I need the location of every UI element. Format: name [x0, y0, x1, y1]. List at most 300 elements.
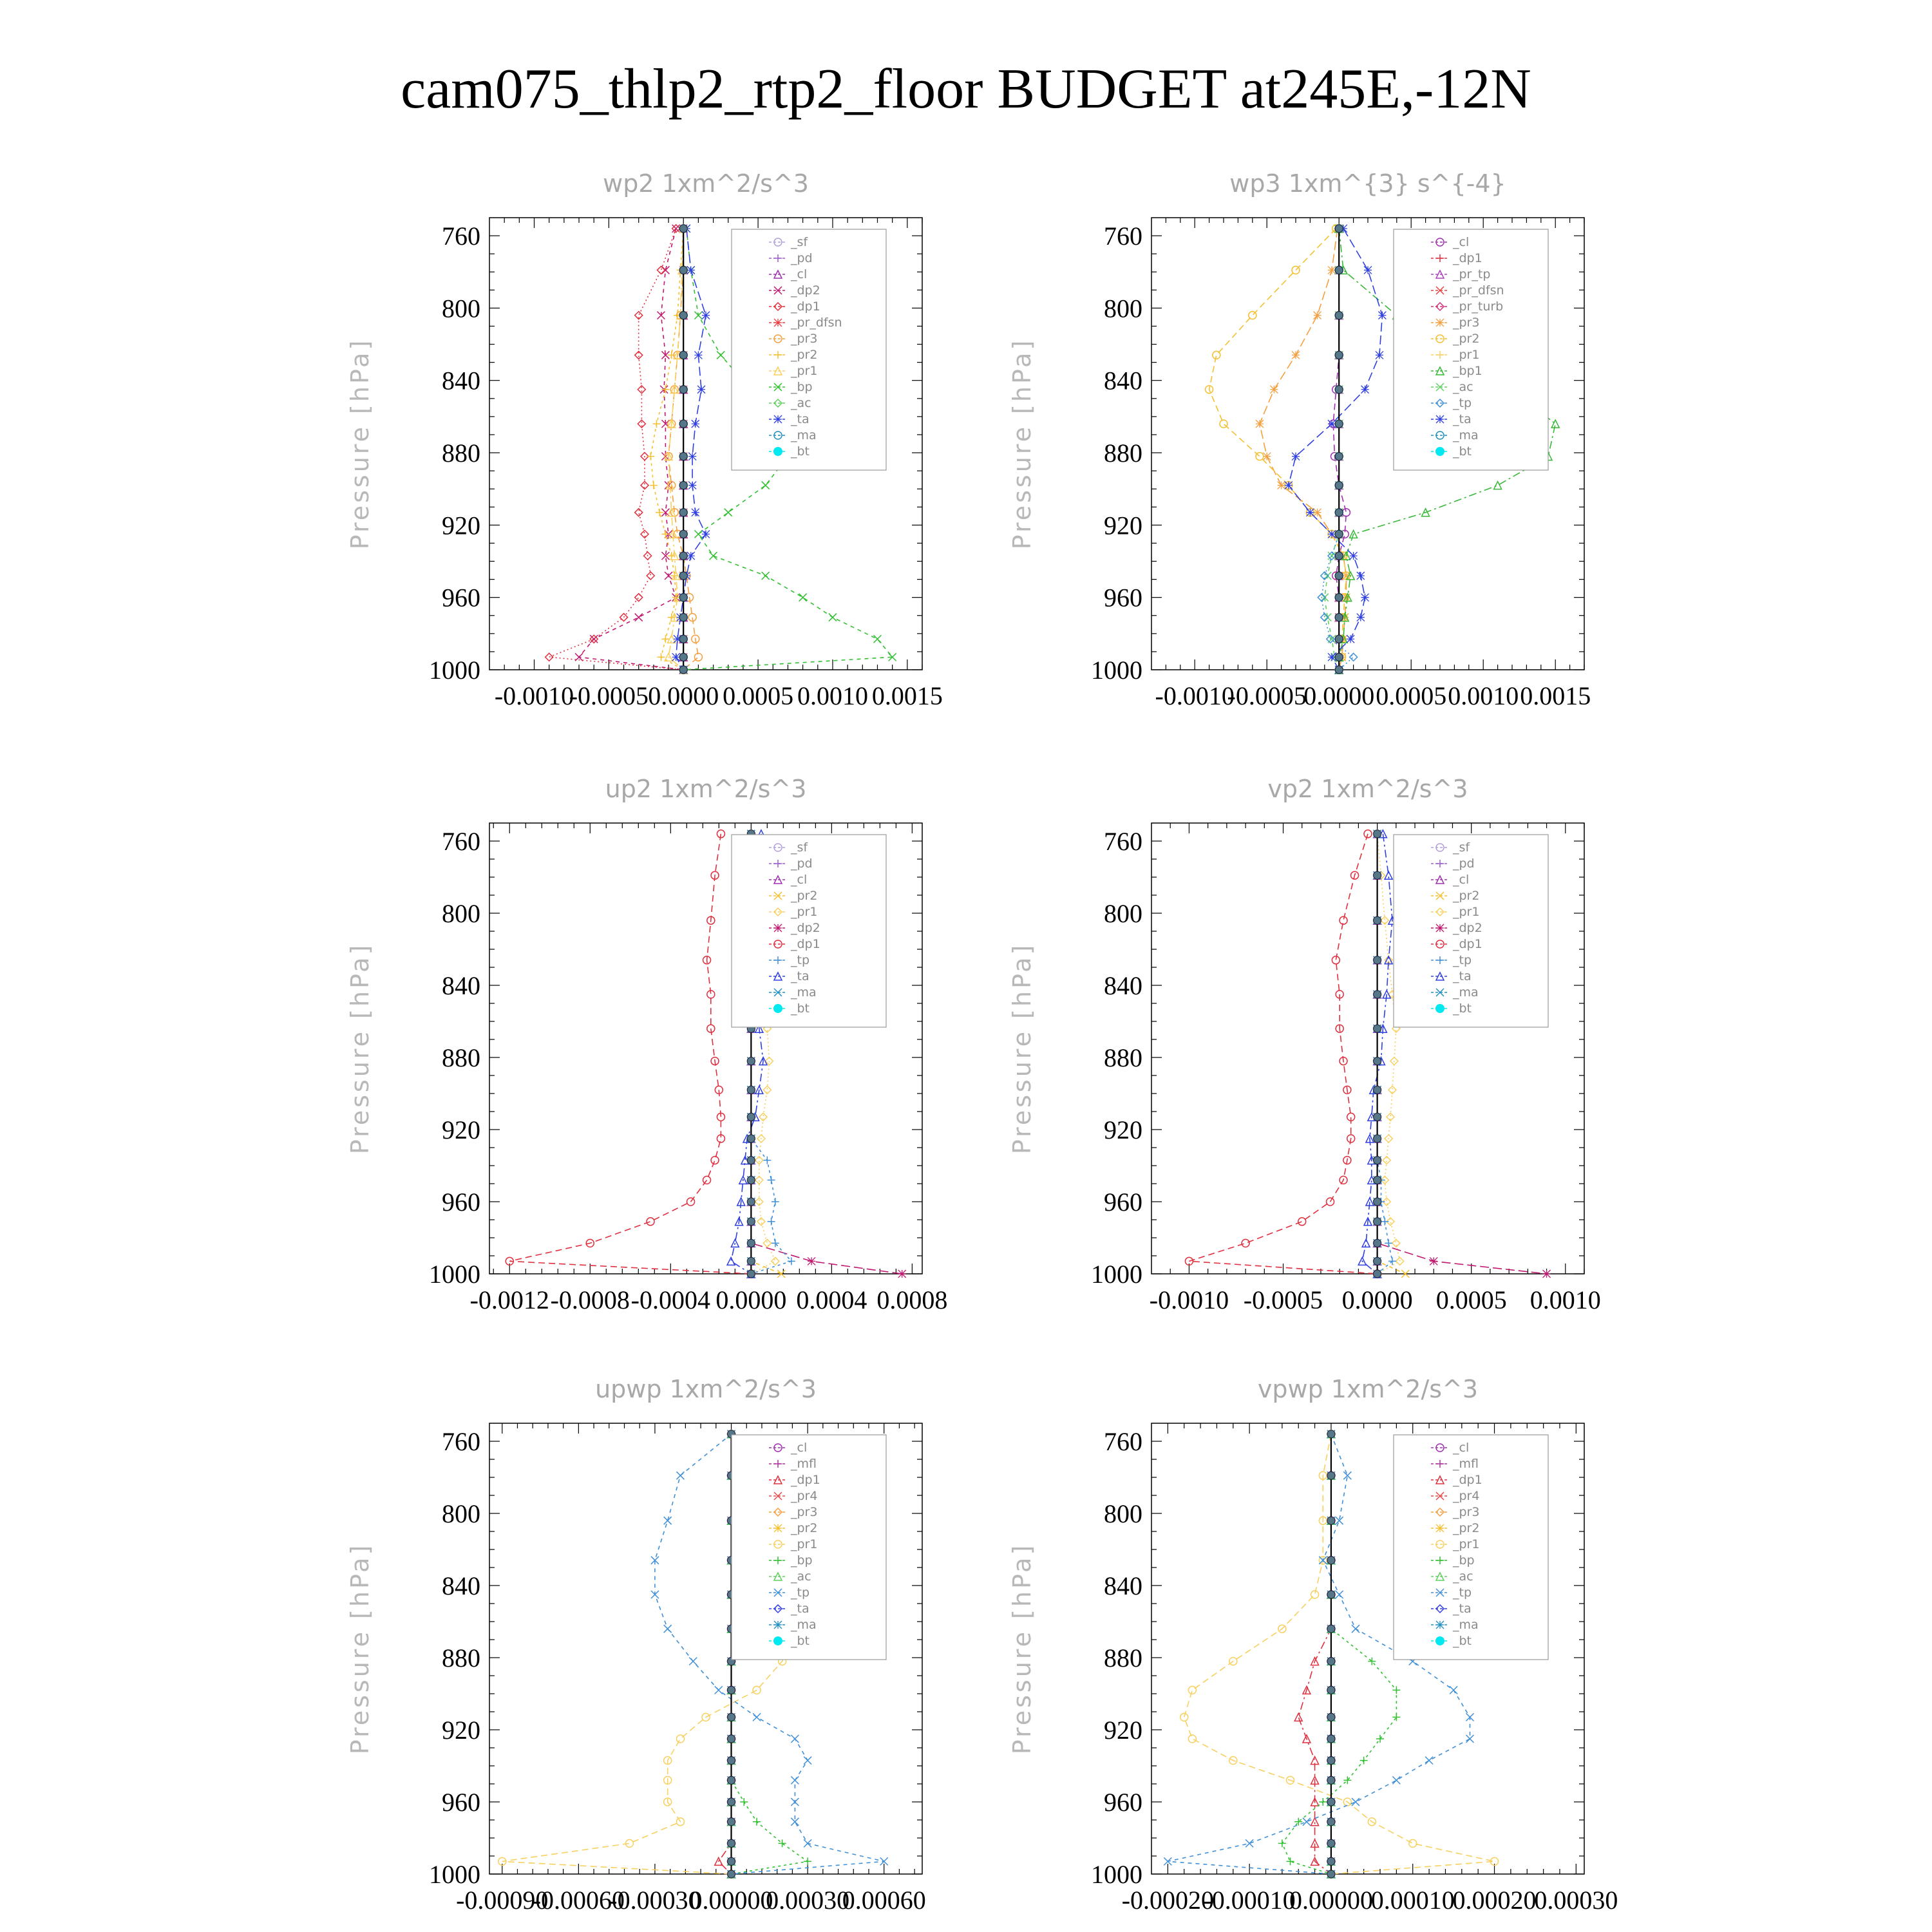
legend-label: _cl	[791, 267, 808, 281]
legend-label: _bt	[1453, 1001, 1472, 1016]
panel-6	[1008, 1375, 1618, 1915]
legend-label: _cl	[1453, 873, 1470, 887]
legend-label: _sf	[791, 840, 808, 855]
series-dp2	[575, 225, 687, 674]
legend-label: _ta	[1453, 412, 1472, 426]
data-point	[1327, 1713, 1335, 1721]
data-point	[1319, 1798, 1327, 1806]
x-tick-label: 0.00060	[842, 1886, 926, 1915]
x-tick-label: 0.00030	[1534, 1886, 1618, 1915]
legend-label: _cl	[791, 873, 808, 887]
data-point	[791, 1735, 799, 1743]
data-point	[1335, 312, 1343, 319]
data-point	[1374, 1270, 1381, 1278]
y-tick-label: 760	[1104, 827, 1142, 856]
legend-label: _ac	[791, 1569, 811, 1584]
legend-label: _bt	[1453, 444, 1472, 459]
data-point	[1188, 1735, 1196, 1743]
data-point	[728, 1713, 735, 1721]
data-point	[1374, 916, 1381, 924]
data-point	[747, 1086, 755, 1094]
data-point	[679, 453, 687, 460]
legend-label: _pr2	[791, 1521, 818, 1535]
data-point	[1270, 386, 1278, 393]
legend-label: _pd	[1453, 857, 1475, 871]
series-pr2	[1206, 225, 1350, 674]
y-tick-label: 760	[1104, 1427, 1142, 1456]
legend-marker	[774, 1524, 782, 1532]
data-point	[679, 614, 687, 621]
data-point	[1327, 1857, 1335, 1865]
y-tick-label: 920	[1104, 511, 1142, 540]
legend-label: _mfl	[1453, 1457, 1479, 1471]
data-point	[728, 1735, 735, 1743]
series-line	[1189, 834, 1377, 1274]
data-point	[1335, 614, 1343, 621]
series-line	[1260, 229, 1346, 670]
data-point	[672, 653, 680, 661]
legend-label: _pr1	[1453, 1537, 1480, 1551]
y-tick-label: 760	[1104, 222, 1142, 251]
legend-label: _pr4	[1453, 1489, 1480, 1503]
legend-label: _cl	[1453, 1441, 1470, 1455]
data-point	[689, 1658, 697, 1665]
y-tick-label: 840	[1104, 1571, 1142, 1600]
data-point	[1335, 594, 1343, 601]
panel-title: wp2 1xm^2/s^3	[603, 169, 809, 198]
y-tick-label: 960	[1104, 1188, 1142, 1217]
data-point	[1374, 1239, 1381, 1247]
legend-label: _pr3	[1453, 1505, 1480, 1519]
series-dp1	[545, 225, 688, 674]
legend-label: _pr_turb	[1453, 299, 1504, 314]
x-tick-label: 0.00010	[1370, 1886, 1455, 1915]
data-point	[808, 1257, 815, 1265]
data-point	[747, 1176, 755, 1184]
x-tick-label: 0.0005	[1435, 1285, 1507, 1314]
data-point	[679, 666, 687, 674]
data-point	[1278, 1839, 1286, 1847]
data-point	[1327, 1735, 1335, 1743]
data-point	[676, 1472, 684, 1479]
legend-label: _pr1	[1453, 905, 1480, 919]
y-axis-label: Pressure [hPa]	[1008, 942, 1036, 1155]
legend-label: _pr_tp	[1453, 267, 1491, 281]
data-point	[747, 1218, 755, 1226]
data-point	[898, 1270, 906, 1278]
y-tick-label: 800	[442, 899, 480, 928]
data-point	[1543, 1270, 1551, 1278]
data-point	[1340, 916, 1347, 924]
y-tick-label: 1000	[1091, 1860, 1142, 1889]
data-point	[747, 1113, 755, 1121]
series-bt	[679, 225, 687, 674]
y-tick-label: 840	[442, 971, 480, 1000]
legend-label: _ta	[791, 969, 810, 983]
series-bt	[1327, 1430, 1335, 1878]
y-tick-label: 1000	[429, 1260, 480, 1289]
data-point	[657, 653, 665, 661]
data-point	[753, 1818, 761, 1826]
legend-label: _bp	[791, 380, 813, 394]
legend-label: _pr1	[1453, 348, 1480, 362]
data-point	[1374, 871, 1381, 879]
legend-label: _tp	[791, 953, 810, 967]
x-tick-label: 0.0015	[1520, 681, 1591, 710]
data-point	[635, 614, 643, 621]
x-tick-label: 0.00000	[689, 1886, 773, 1915]
x-tick-label: -0.0012	[469, 1285, 549, 1314]
data-point	[679, 386, 687, 393]
data-point	[679, 572, 687, 580]
legend-label: _ta	[1453, 969, 1472, 983]
series-line	[549, 229, 683, 670]
data-point	[747, 1157, 755, 1164]
legend-marker	[773, 1004, 782, 1013]
series-line	[1289, 229, 1383, 670]
data-point	[702, 312, 710, 319]
legend-label: _dp2	[1453, 921, 1482, 935]
y-tick-label: 920	[1104, 1115, 1142, 1144]
data-point	[694, 351, 702, 359]
data-point	[1294, 1713, 1302, 1721]
data-point	[688, 453, 696, 460]
data-point	[1335, 351, 1343, 359]
legend-marker	[1435, 1004, 1444, 1013]
x-tick-label: 0.0015	[871, 681, 943, 710]
legend-label: _cl	[791, 1441, 808, 1455]
y-tick-label: 920	[1104, 1716, 1142, 1745]
data-point	[1374, 990, 1381, 998]
panel-2	[1008, 169, 1591, 710]
legend-marker	[773, 447, 782, 456]
legend-label: _pr_dfsn	[791, 316, 842, 330]
data-point	[647, 1218, 654, 1226]
series-tp	[1318, 225, 1357, 674]
data-point	[728, 1857, 735, 1865]
data-point	[1374, 1025, 1381, 1032]
data-point	[1220, 420, 1227, 428]
legend-label: _ac	[1453, 1569, 1473, 1584]
legend-marker	[1436, 1621, 1444, 1629]
series-pr3	[1256, 225, 1350, 674]
y-tick-label: 880	[442, 439, 480, 468]
data-point	[1409, 1839, 1417, 1847]
data-point	[762, 572, 770, 580]
data-point	[747, 1257, 755, 1265]
legend-marker	[774, 319, 782, 327]
x-tick-label: -0.00030	[609, 1886, 701, 1915]
series-line	[1378, 834, 1392, 1274]
data-point	[1374, 1218, 1381, 1226]
data-point	[1327, 1798, 1335, 1806]
y-tick-label: 800	[1104, 899, 1142, 928]
legend-marker	[773, 1636, 782, 1645]
legend-marker	[1435, 1636, 1444, 1645]
data-point	[1376, 1735, 1384, 1743]
legend-label: _ta	[1453, 1602, 1472, 1616]
series-line	[1298, 1434, 1331, 1874]
legend-marker	[1436, 415, 1444, 423]
legend-label: _bp	[791, 1553, 813, 1567]
x-tick-label: -0.0005	[569, 681, 649, 710]
x-tick-label: 0.0010	[1530, 1285, 1601, 1314]
data-point	[679, 312, 687, 319]
panel-4	[1008, 775, 1601, 1314]
data-point	[676, 1735, 684, 1743]
data-point	[873, 635, 881, 643]
legend-label: _pr1	[791, 1537, 818, 1551]
legend-label: _mfl	[791, 1457, 817, 1471]
legend-marker	[1435, 447, 1444, 456]
series-line	[1321, 229, 1353, 670]
data-point	[1374, 1086, 1381, 1094]
data-point	[1551, 420, 1559, 428]
y-axis-label: Pressure [hPa]	[1008, 337, 1036, 550]
x-tick-label: 0.0000	[715, 1285, 787, 1314]
y-tick-label: 1000	[429, 1860, 480, 1889]
data-point	[1430, 1257, 1437, 1265]
data-point	[1335, 482, 1343, 489]
y-tick-label: 760	[442, 222, 480, 251]
data-point	[679, 552, 687, 560]
x-tick-label: 0.0010	[797, 681, 868, 710]
series-dp1	[1185, 830, 1381, 1278]
data-point	[768, 1218, 775, 1226]
data-point	[1327, 1686, 1335, 1694]
legend-label: _dp1	[791, 299, 820, 314]
data-point	[1314, 312, 1321, 319]
data-point	[1311, 1591, 1319, 1598]
data-point	[1327, 1591, 1335, 1598]
legend-label: _bt	[791, 1001, 810, 1016]
series-line	[668, 229, 683, 670]
data-point	[1378, 312, 1386, 319]
y-tick-label: 800	[442, 1499, 480, 1528]
data-point	[679, 530, 687, 538]
data-point	[728, 1818, 735, 1826]
data-point	[724, 509, 732, 516]
y-tick-label: 880	[442, 1043, 480, 1072]
data-point	[829, 614, 837, 621]
data-point	[1327, 1839, 1335, 1847]
legend-label: _ma	[791, 428, 817, 442]
legend-label: _dp1	[1453, 1473, 1482, 1487]
legend-label: _pr2	[791, 889, 818, 903]
legend	[1394, 1435, 1548, 1660]
y-tick-label: 800	[1104, 294, 1142, 323]
data-point	[679, 635, 687, 643]
data-point	[1335, 635, 1343, 643]
legend-label: _pr1	[791, 364, 818, 378]
series-dp1	[1294, 1430, 1335, 1878]
panel-1	[346, 169, 943, 710]
y-tick-label: 960	[442, 1188, 480, 1217]
data-point	[1335, 552, 1343, 560]
data-point	[763, 1157, 771, 1164]
x-tick-label: -0.0008	[550, 1285, 630, 1314]
series-ta	[1285, 225, 1387, 674]
legend-marker	[1436, 924, 1444, 932]
data-point	[647, 572, 654, 580]
y-tick-label: 960	[442, 1788, 480, 1817]
x-tick-label: 0.00030	[766, 1886, 850, 1915]
legend-marker	[774, 415, 782, 423]
series-dp1	[506, 830, 755, 1278]
data-point	[694, 653, 702, 661]
data-point	[679, 225, 687, 232]
data-point	[747, 1057, 755, 1065]
data-point	[791, 1776, 799, 1784]
legend	[1394, 229, 1548, 470]
legend	[732, 835, 886, 1027]
y-tick-label: 920	[442, 1115, 480, 1144]
data-point	[1327, 1625, 1335, 1633]
legend-label: _tp	[1453, 1586, 1472, 1600]
y-tick-label: 840	[1104, 366, 1142, 395]
y-tick-label: 920	[442, 511, 480, 540]
data-point	[694, 530, 702, 538]
y-tick-label: 800	[442, 294, 480, 323]
data-point	[1292, 266, 1300, 274]
data-point	[702, 530, 710, 538]
series-line	[1209, 229, 1347, 670]
data-point	[772, 1239, 779, 1247]
series-line	[719, 1434, 732, 1874]
x-tick-label: 0.0000	[1303, 681, 1375, 710]
legend-label: _pd	[791, 857, 813, 871]
data-point	[679, 594, 687, 601]
legend-label: _bt	[791, 444, 810, 459]
data-point	[661, 386, 669, 393]
legend-label: _dp2	[791, 921, 820, 935]
data-point	[1285, 482, 1293, 489]
data-point	[664, 1625, 672, 1633]
data-point	[1425, 1757, 1433, 1765]
series-ta	[672, 225, 710, 674]
panel-3	[346, 775, 947, 1314]
data-point	[728, 1870, 735, 1878]
data-point	[692, 509, 699, 516]
x-tick-label: -0.0004	[630, 1285, 710, 1314]
data-point	[687, 552, 695, 560]
legend-label: _dp1	[1453, 937, 1482, 951]
legend-label: _ac	[1453, 380, 1473, 394]
data-point	[679, 420, 687, 428]
data-point	[763, 1239, 771, 1247]
legend-label: _ma	[791, 1618, 817, 1632]
legend-label: _dp2	[791, 283, 820, 298]
series-line	[650, 229, 683, 670]
legend-marker	[1436, 319, 1444, 327]
data-point	[791, 1798, 799, 1806]
legend-label: _bt	[1453, 1634, 1472, 1648]
panel-5	[346, 1375, 926, 1915]
legend-label: _ma	[1453, 1618, 1479, 1632]
legend-label: _dp1	[1453, 251, 1482, 265]
x-tick-label: -0.00090	[456, 1886, 549, 1915]
legend-label: _sf	[1453, 840, 1470, 855]
y-tick-label: 840	[1104, 971, 1142, 1000]
data-point	[1352, 1798, 1359, 1806]
data-point	[711, 1157, 719, 1164]
data-point	[1374, 830, 1381, 838]
data-point	[1374, 1176, 1381, 1184]
legend-label: _pr3	[1453, 316, 1480, 330]
data-point	[635, 509, 643, 516]
data-point	[1256, 420, 1264, 428]
legend-marker	[774, 924, 782, 932]
data-point	[1388, 1257, 1396, 1265]
data-point	[1249, 312, 1256, 319]
data-point	[1381, 1218, 1388, 1226]
x-tick-label: -0.00020	[1121, 1886, 1215, 1915]
data-point	[1374, 1113, 1381, 1121]
legend-label: _pr2	[1453, 332, 1480, 346]
legend-label: _sf	[791, 235, 808, 249]
data-point	[641, 482, 649, 489]
data-point	[653, 420, 661, 428]
data-point	[647, 453, 654, 460]
legend-label: _pr2	[791, 348, 818, 362]
legend-label: _dp1	[791, 937, 820, 951]
y-axis-label: Pressure [hPa]	[346, 942, 374, 1155]
data-point	[1335, 386, 1343, 393]
data-point	[710, 552, 717, 560]
data-point	[772, 1198, 779, 1206]
data-point	[804, 1757, 811, 1765]
legend-label: _pr3	[791, 332, 818, 346]
data-point	[650, 482, 658, 489]
data-point	[1327, 1870, 1335, 1878]
panel-title: vp2 1xm^2/s^3	[1267, 775, 1468, 803]
data-point	[1328, 653, 1336, 661]
x-tick-label: 0.00020	[1452, 1886, 1537, 1915]
y-tick-label: 880	[442, 1643, 480, 1672]
data-point	[1328, 530, 1336, 538]
data-point	[1263, 453, 1271, 460]
data-point	[664, 1517, 672, 1524]
y-tick-label: 1000	[1091, 656, 1142, 685]
x-tick-label: 0.00000	[1289, 1886, 1373, 1915]
legend-label: _ma	[791, 985, 817, 999]
y-tick-label: 800	[1104, 1499, 1142, 1528]
data-point	[762, 482, 770, 489]
y-tick-label: 920	[442, 1716, 480, 1745]
data-point	[1335, 653, 1343, 661]
x-tick-label: -0.00060	[532, 1886, 625, 1915]
legend-label: _bp1	[1453, 364, 1482, 378]
data-point	[1350, 552, 1358, 560]
data-point	[1287, 1857, 1294, 1865]
series-line	[1325, 229, 1339, 670]
panel-title: wp3 1xm^{3} s^{-4}	[1229, 169, 1506, 198]
data-point	[1188, 1686, 1196, 1694]
data-point	[1357, 572, 1365, 580]
x-tick-label: -0.0010	[1149, 1285, 1229, 1314]
legend-label: _cl	[1453, 235, 1470, 249]
data-point	[1350, 653, 1358, 661]
legend-label: _pr3	[791, 1505, 818, 1519]
panel-title: up2 1xm^2/s^3	[605, 775, 807, 803]
data-point	[747, 1135, 755, 1142]
data-point	[1314, 509, 1321, 516]
data-point	[740, 1798, 748, 1806]
x-tick-label: -0.00010	[1203, 1886, 1296, 1915]
legend-label: _bt	[791, 1634, 810, 1648]
data-point	[1335, 225, 1343, 232]
data-point	[1335, 572, 1343, 580]
